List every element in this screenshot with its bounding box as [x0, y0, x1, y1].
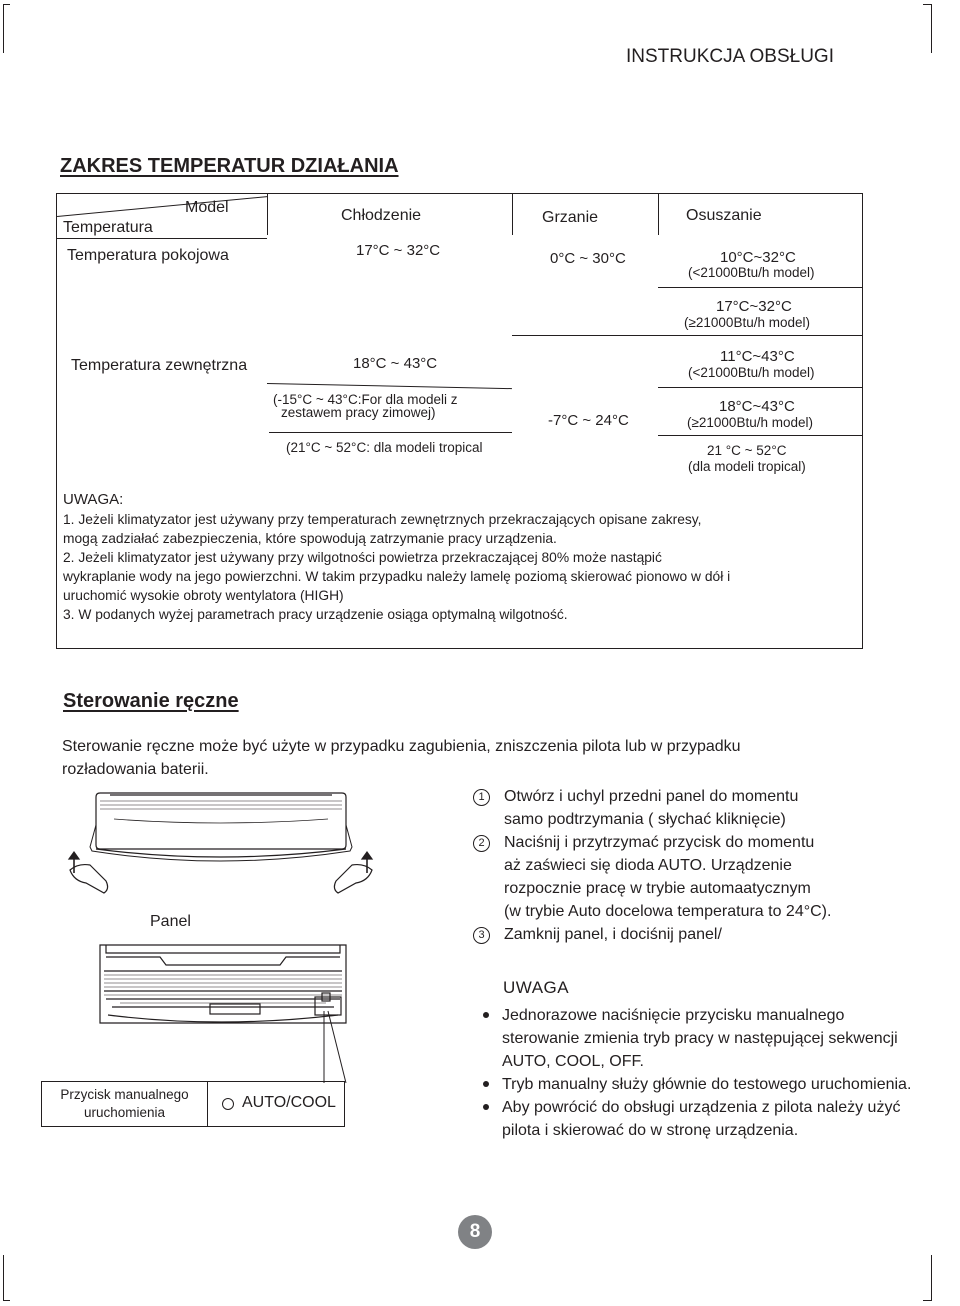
table-vline-1 [267, 194, 268, 235]
bullet-dot-icon [483, 1104, 489, 1110]
step-1-line-2: samo podtrzymania ( słychać kliknięcie) [504, 811, 786, 828]
section-title-temperature-range: ZAKRES TEMPERATUR DZIAŁANIA [60, 155, 399, 177]
manual-button-label-1: Przycisk manualnego [60, 1087, 189, 1102]
step-2-line-1: Naciśnij i przytrzymać przycisk do momentu [504, 834, 815, 851]
bullet-1-line-3: AUTO, COOL, OFF. [502, 1053, 644, 1070]
bullet-dot-icon [483, 1012, 489, 1018]
table-line-dry-outdoor-1 [658, 387, 863, 388]
note-line-6: 3. W podanych wyżej parametrach pracy urządzenie osiąga optymalną wilgotność. [63, 607, 568, 622]
outdoor-heating-range: -7°C ~ 24°C [548, 412, 629, 429]
table-corner-model: Model [185, 199, 229, 216]
outdoor-dry-range-2: 18°C~43°C [719, 398, 795, 415]
table-header-row-line [57, 238, 267, 239]
section-title-manual-control: Sterowanie ręczne [63, 690, 239, 712]
table-line-indoor-outdoor [512, 335, 863, 336]
step-2-line-3: rozpocznie pracę w trybie automaatycznym [504, 880, 811, 897]
step-number-3: 3 [473, 927, 490, 944]
col-header-heating: Grzanie [542, 209, 599, 226]
outdoor-cooling-tropical: (21°C ~ 52°C: dla modeli tropical [286, 440, 483, 455]
row-header-indoor: Temperatura pokojowa [67, 247, 229, 264]
bullet-1-line-1: Jednorazowe naciśnięcie przycisku manualnego [502, 1007, 845, 1024]
indoor-dry-model-1: (<21000Btu/h model) [688, 265, 815, 280]
table-line-dry-outdoor-2 [658, 435, 863, 436]
col-header-cooling: Chłodzenie [341, 207, 422, 224]
corner-mark-right [923, 4, 932, 53]
note-line-5: uruchomić wysokie obroty wentylatora (HIGH) [63, 588, 344, 603]
indoor-dry-model-2: (≥21000Btu/h model) [684, 315, 810, 330]
outdoor-cooling-range: 18°C ~ 43°C [353, 355, 438, 372]
step-2-line-4: (w trybie Auto docelowa temperatura to 24°C). [504, 903, 832, 920]
bullet-dot-icon [483, 1081, 489, 1087]
auto-cool-button-icon [222, 1098, 234, 1110]
row-header-outdoor: Temperatura zewnętrzna [71, 357, 248, 374]
manual-intro-line-2: rozładowania baterii. [62, 761, 209, 778]
auto-cool-callout [208, 1081, 345, 1127]
outdoor-cooling-winter-2: zestawem pracy zimowej) [281, 405, 436, 420]
note-line-4: wykraplanie wody na jego powierzchni. W takim przypadku należy lamelę poziomą skierować pionowo w dół i [63, 569, 731, 584]
step-1-line-1: Otwórz i uchyl przedni panel do momentu [504, 788, 799, 805]
page-number-badge: 8 [458, 1215, 492, 1249]
bullet-item [483, 1073, 911, 1096]
bullet-item [483, 1096, 911, 1142]
note-line-2: mogą zadziałać zabezpieczenia, które spowodują zatrzymanie pracy urządzenia. [63, 531, 557, 546]
manual-button-callout [41, 1081, 208, 1127]
panel-label: Panel [150, 913, 191, 930]
bullet-2-line-1: Tryb manualny służy głównie do testowego uruchomienia. [502, 1076, 912, 1093]
outdoor-dry-range-1: 11°C~43°C [720, 348, 795, 365]
note-line-1: 1. Jeżeli klimatyzator jest używany przy temperaturach zewnętrznych przekraczających opisane zakresy, [63, 512, 702, 527]
page-header-title: INSTRUKCJA OBSŁUGI [626, 46, 834, 67]
table-vline-2 [512, 194, 513, 235]
outdoor-dry-range-3: 21 °C ~ 52°C [707, 443, 787, 458]
outdoor-dry-model-3: (dla modeli tropical) [688, 459, 806, 474]
outdoor-cooling-winter-1: (-15°C ~ 43°C:For dla modeli z [273, 392, 458, 407]
uwaga-heading: UWAGA [503, 978, 570, 997]
table-corner-temperature: Temperatura [63, 219, 153, 236]
corner-mark-bottom-right [923, 1255, 932, 1301]
note-line-3: 2. Jeżeli klimatyzator jest używany przy wilgotności powietrza przekraczającej 80% może nastąpić [63, 550, 662, 565]
table-vline-3 [658, 194, 659, 235]
bullet-1-line-2: sterowanie zmienia tryb pracy w następującej sekwencji [502, 1030, 898, 1047]
col-header-drying: Osuszanie [686, 207, 762, 224]
step-number-1: 1 [473, 789, 490, 806]
outdoor-dry-model-1: (<21000Btu/h model) [688, 365, 815, 380]
table-line-cooling-sub-2 [269, 432, 512, 433]
outdoor-dry-model-2: (≥21000Btu/h model) [687, 415, 813, 430]
indoor-cooling-range: 17°C ~ 32°C [356, 242, 441, 259]
step-3-line-1: Zamknij panel, i dociśnij panel/ [504, 926, 722, 943]
manual-intro-line-1: Sterowanie ręczne może być użyte w przypadku zagubienia, zniszczenia pilota lub w przypadku [62, 738, 741, 755]
auto-cool-label: AUTO/COOL [242, 1094, 336, 1111]
step-2-line-2: aż zaświeci się dioda AUTO. Urządzenie [504, 857, 792, 874]
indoor-heating-range: 0°C ~ 30°C [550, 250, 626, 267]
notes-title: UWAGA: [63, 491, 124, 508]
indoor-dry-range-1: 10°C~32°C [720, 249, 796, 266]
indoor-dry-range-2: 17°C~32°C [716, 298, 792, 315]
bullet-3-line-1: Aby powrócić do obsługi urządzenia z pilota należy użyć [502, 1099, 901, 1116]
manual-steps [504, 785, 831, 946]
corner-mark-left [3, 4, 10, 53]
table-line-dry-indoor [658, 287, 863, 288]
bullet-item [483, 1004, 911, 1073]
uwaga-bullets [483, 1004, 911, 1142]
manual-button-label-2: uruchomienia [83, 1105, 166, 1120]
corner-mark-bottom-left [3, 1255, 10, 1301]
bullet-3-line-2: pilota i skierować do w stronę urządzenia. [502, 1122, 799, 1139]
step-number-2: 2 [473, 835, 490, 852]
indoor-unit-illustration [60, 785, 390, 1090]
table-notes [63, 490, 730, 624]
